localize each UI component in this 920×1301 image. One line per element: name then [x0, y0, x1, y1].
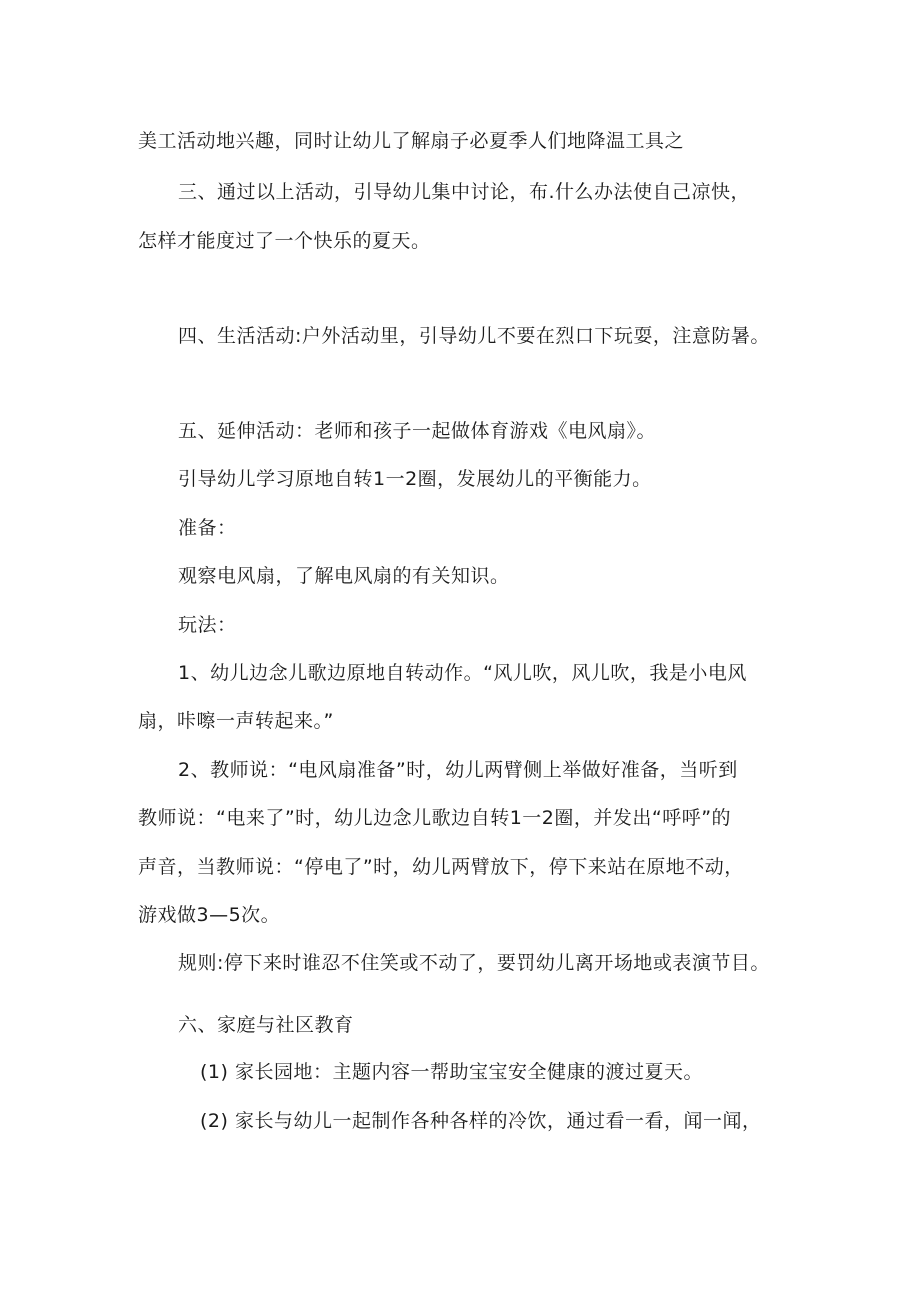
- text-line-7: 准备：: [178, 517, 237, 539]
- text-line-9: 玩法：: [178, 614, 237, 636]
- text-line-3: 怎样才能度过了一个快乐的夏天。: [138, 230, 431, 252]
- text-line-2: 三、通过以上活动，引导幼儿集中讨论，布.什么办法使自己凉快，: [178, 181, 751, 203]
- text-line-17: 六、家庭与社区教育: [178, 1014, 354, 1036]
- text-line-5: 五、延伸活动：老师和孩子一起做体育游戏《电风扇》。: [178, 420, 657, 442]
- text-line-4: 四、生活活动:户外活动里，引导幼儿不要在烈口下玩耍，注意防暑。: [178, 325, 770, 347]
- text-line-6: 引导幼儿学习原地自转1一2圈，发展幼儿的平衡能力。: [178, 468, 652, 490]
- text-line-16: 规则:停下来时谁忍不住笑或不动了，要罚幼儿离开场地或表演节目。: [178, 952, 770, 974]
- text-line-18: (1) 家长园地：主题内容一帮助宝宝安全健康的渡过夏天。: [200, 1061, 703, 1083]
- text-line-13: 教师说：“电来了”时，幼儿边念儿歌边自转1一2圈，并发出“呼呼”的: [138, 807, 732, 829]
- text-line-12: 2、教师说：“电风扇准备”时，幼儿两臂侧上举做好准备，当听到: [178, 759, 738, 781]
- text-line-14: 声音，当教师说：“停电了”时，幼儿两臂放下，停下来站在原地不动，: [138, 856, 744, 878]
- text-line-19: (2) 家长与幼儿一起制作各种各样的冷饮，通过看一看，闻一闻，: [200, 1110, 762, 1132]
- text-line-11: 扇，咔嚓一声转起来。”: [138, 710, 334, 732]
- text-line-8: 观察电风扇，了解电风扇的有关知识。: [178, 565, 510, 587]
- text-line-15: 游戏做3—5次。: [138, 904, 281, 926]
- text-line-1: 美工活动地兴趣，同时让幼儿了解扇子必夏季人们地降温工具之: [138, 130, 685, 152]
- text-line-10: 1、幼儿边念儿歌边原地自转动作。“风儿吹，风儿吹，我是小电风: [178, 662, 747, 684]
